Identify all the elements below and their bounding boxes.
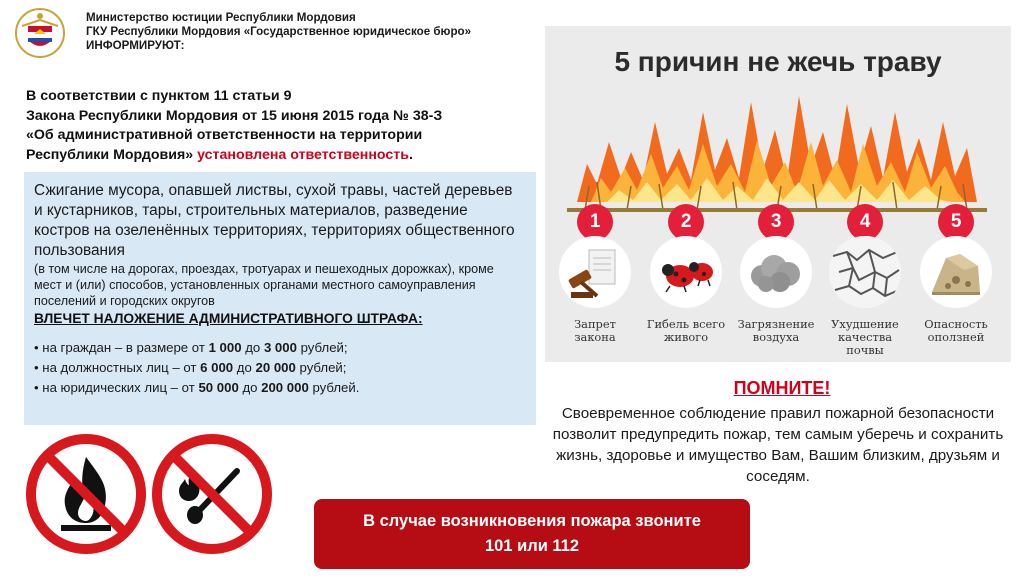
mordovia-emblem (14, 6, 66, 60)
fines-info-box (24, 172, 536, 425)
fine-officials-from: 6 000 (200, 360, 234, 375)
gavel-icon (559, 236, 631, 308)
grass-fire-illustration (567, 82, 987, 212)
header-block (86, 11, 471, 53)
emergency-numbers: 101 или 112 (484, 537, 580, 555)
fine-citizens-prefix: • на граждан – в размере от (34, 340, 209, 355)
legal-line-2: Закона Республики Мордовия от 15 июня 2015 года № 38-З (26, 107, 443, 124)
fine-citizens-mid: до (241, 340, 264, 355)
reasons-infographic (545, 26, 1011, 362)
fine-legal-suffix: рублей. (308, 380, 360, 395)
prohibited-actions: Сжигание мусора, опавшей листвы, сухой травы, частей деревьев и кустарников, тары, строительных материалов, разведение костров на озеленённых территориях, территориях общественного пользования (34, 182, 515, 259)
fine-officials (34, 358, 524, 378)
fine-officials-prefix: • на должностных лиц – от (34, 360, 201, 375)
reason-label: Ухудшение качества почвы (831, 317, 899, 357)
fine-citizens-from: 1 000 (208, 340, 242, 355)
header-inform: ИНФОРМИРУЮТ: (86, 39, 185, 52)
header-ministry: Министерство юстиции Республики Мордовия (86, 11, 356, 24)
prohibited-actions-details: (в том числе на дорогах, проездах, тротуарах и пешеходных дорожках), кроме мест и (или) способов, установленных органами местного самоуправления поселений и городских округов (34, 262, 494, 308)
smoke-cloud-icon (740, 236, 812, 308)
ladybug-icon (650, 236, 722, 308)
reason-number-badge: 5 (931, 197, 982, 248)
reason-number-badge: 1 (570, 197, 621, 248)
reason-label: Загрязнение воздуха (737, 317, 815, 344)
fine-citizens-suffix: рублей; (296, 340, 348, 355)
legal-line-1: В соответствии с пунктом 11 статьи 9 (26, 88, 292, 104)
reason-number-badge: 3 (751, 197, 802, 248)
fine-legal-prefix: • на юридических лиц – от (34, 380, 199, 395)
legal-responsibility: установлена ответственность (197, 146, 409, 163)
reason-label: Опасность оползней (924, 317, 988, 344)
fine-legal-from: 50 000 (198, 380, 239, 395)
fine-citizens (34, 338, 524, 358)
fine-legal-entities (34, 378, 524, 398)
fine-warning: ВЛЕЧЕТ НАЛОЖЕНИЕ АДМИНИСТРАТИВНОГО ШТРАФА: (34, 311, 423, 326)
landslide-icon (920, 236, 992, 308)
reason-label: Запрет закона (574, 317, 616, 344)
legal-reference (26, 87, 526, 165)
fine-citizens-to: 3 000 (263, 340, 297, 355)
reason-number-badge: 2 (661, 197, 712, 248)
legal-line-4 (26, 146, 526, 166)
legal-period: . (408, 146, 413, 163)
fine-legal-mid: до (238, 380, 262, 395)
infographic-title: 5 причин не жечь траву (614, 46, 942, 77)
remember-text: Своевременное соблюдение правил пожарной безопасности позволит предупредить пожар, тем самым уберечь и сохранить жизнь, здоровье и имущество Вам, Вашим близким, друзьям и соседям. (552, 405, 1004, 485)
remember-heading: ПОМНИТЕ! (733, 378, 831, 398)
fine-legal-to: 200 000 (261, 380, 309, 395)
header-bureau: ГКУ Республики Мордовия «Государственное юридическое бюро» (86, 25, 472, 38)
fine-officials-to: 20 000 (255, 360, 296, 375)
fine-officials-mid: до (233, 360, 256, 375)
call-instruction: В случае возникновения пожара звоните (363, 512, 701, 530)
reason-label: Гибель всего живого (646, 317, 726, 344)
fines-list (34, 338, 524, 398)
legal-line-3: «Об административной ответственности на территории (26, 127, 423, 143)
reason-number-badge: 4 (840, 197, 891, 248)
emergency-call-banner (314, 499, 750, 569)
no-fire-sign-icon (25, 433, 147, 555)
cracked-soil-icon (829, 236, 901, 308)
legal-law-name-end: Республики Мордовия» (26, 146, 194, 163)
fine-officials-suffix: рублей; (295, 360, 347, 375)
no-matches-sign-icon (151, 433, 273, 555)
